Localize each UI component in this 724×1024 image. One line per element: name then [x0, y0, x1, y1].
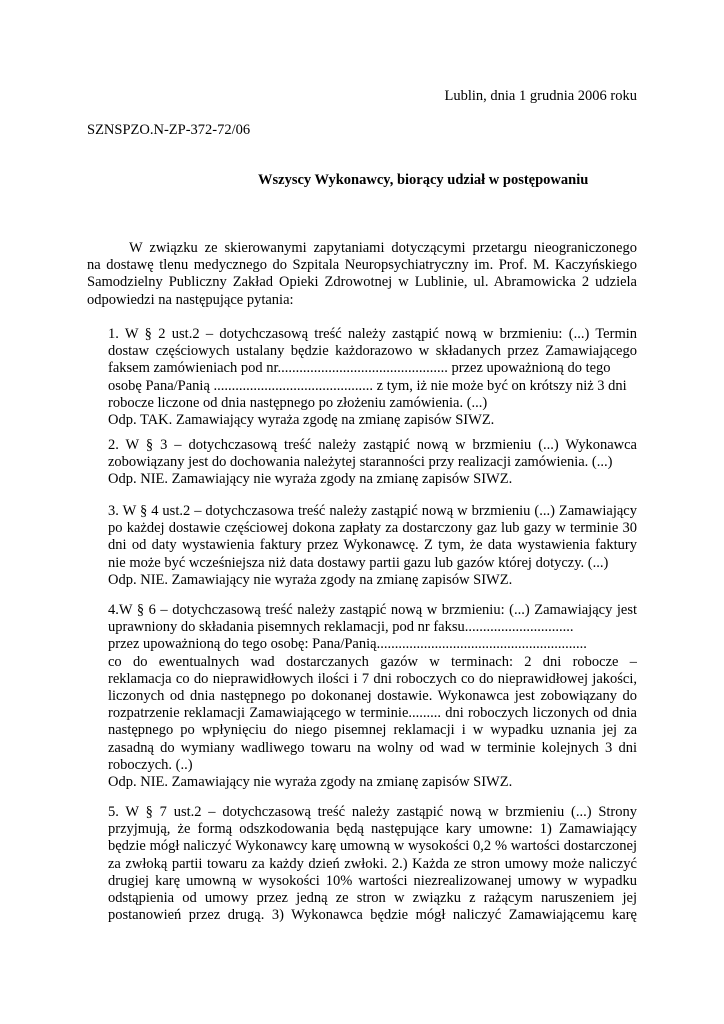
item-line: reklamacja co do nieprawidłowych ilości i 7 dni roboczych co do nieprawidłowej jakości, [108, 670, 637, 687]
item-line: przez upoważnioną do tego osobę: Pana/Panią.......................................................... [108, 636, 587, 653]
addressee-heading: Wszyscy Wykonawcy, biorący udział w postępowaniu [258, 172, 589, 188]
answer-line: Odp. NIE. Zamawiający nie wyraża zgody na zmianę zapisów SIWZ. [108, 571, 513, 588]
intro-line: na dostawę tlenu medycznego do Szpitala Neuropsychiatryczny im. Prof. M. Kaczyńskiego [87, 257, 637, 274]
question-item-3 [108, 503, 637, 589]
intro-line: W związku ze skierowanymi zapytaniami dotyczącymi przetargu nieograniczonego [129, 240, 637, 256]
reference-number: SZNSPZO.N-ZP-372-72/06 [87, 122, 251, 138]
question-item-5 [108, 804, 637, 924]
item-line: co do ewentualnych wad dostarczanych gazów w terminach: 2 dni robocze – [108, 653, 637, 670]
answer-line: Odp. TAK. Zamawiający wyraża zgodę na zmianę zapisów SIWZ. [108, 411, 495, 428]
item-line: dostaw częściowych ustalany będzie każdorazowo w składanych przez Zamawiającego [108, 343, 637, 360]
question-item-1 [108, 326, 637, 429]
item-line: następnego po wpłynięciu do niego pisemnej reklamacji i w wypadku uznania jej za [108, 722, 637, 739]
answer-line: Odp. NIE. Zamawiający nie wyraża zgody na zmianę zapisów SIWZ. [108, 471, 513, 488]
item-line: rozpatrzenie reklamacji Zamawiającego w terminie......... dni roboczych liczonych od dnia [108, 705, 637, 722]
item-line: 1. W § 2 ust.2 – dotychczasową treść należy zastąpić nową w brzmieniu: (...) Termin [108, 326, 637, 342]
item-line: faksem zamówieniach pod nr............................................... przez upoważnioną do tego [108, 360, 611, 377]
item-line: dni od daty wystawienia faktury przez Wykonawcę. Z tym, że data wystawienia faktury [108, 537, 637, 554]
intro-line: odpowiedzi na następujące pytania: [87, 291, 294, 308]
item-line: zasadną do wymiany wadliwego towaru na wolny od wad w terminie kolejnych 3 dni [108, 739, 637, 756]
intro-paragraph [87, 240, 637, 309]
item-line: postanowień przez drugą. 3) Wykonawca będzie mógł naliczyć Zamawiającemu karę [108, 907, 637, 924]
item-line: robocze liczone od dnia następnego po złożeniu zamówienia. (...) [108, 394, 488, 411]
item-line: będzie mógł naliczyć Wykonawcy karę umowną w wysokości 0,2 % wartości dostarczonej [108, 838, 637, 855]
intro-line: Samodzielny Publiczny Zakład Opieki Zdrowotnej w Lublinie, ul. Abramowicka 2 udziela [87, 274, 637, 291]
item-line: przyjmują, że formą odszkodowania będą następujące kary umowne: 1) Zamawiający [108, 821, 637, 838]
item-line: po każdej dostawie częściowej dokona zapłaty za dostarczony gaz lub gazy w terminie 30 [108, 520, 637, 537]
item-line: uprawniony do składania pisemnych reklamacji, pod nr faksu.............................. [108, 619, 574, 636]
question-item-2 [108, 437, 637, 489]
item-line: odstąpienia od umowy przez jedną ze stron w związku z rażącym naruszeniem jej [108, 889, 637, 906]
question-item-4 [108, 602, 637, 791]
item-line: 5. W § 7 ust.2 – dotychczasową treść należy zastąpić nową w brzmieniu (...) Strony [108, 804, 637, 820]
item-line: osobę Pana/Panią ............................................ z tym, iż nie może być on krótszy niż 3 dni [108, 377, 627, 394]
answer-line: Odp. NIE. Zamawiający nie wyraża zgody na zmianę zapisów SIWZ. [108, 773, 513, 790]
item-line: 2. W § 3 – dotychczasową treść należy zastąpić nową w brzmieniu (...) Wykonawca [108, 437, 637, 453]
item-line: 4.W § 6 – dotychczasową treść należy zastąpić nową w brzmieniu: (...) Zamawiający jest [108, 602, 637, 618]
item-line: nie może być wcześniejsza niż data dostawy partii gazu lub gazów której dotyczy. (...) [108, 554, 609, 571]
item-line: 3. W § 4 ust.2 – dotychczasowa treść należy zastąpić nową w brzmieniu (...) Zamawiający [108, 503, 637, 519]
item-line: za zwłoką partii towaru za każdy dzień zwłoki. 2.) Każda ze stron umowy może naliczyć [108, 855, 637, 872]
item-line: drugiej karę umowną w wysokości 10% wartości niezrealizowanej umowy w wypadku [108, 872, 637, 889]
date-line: Lublin, dnia 1 grudnia 2006 roku [444, 88, 637, 104]
item-line: liczonych od dnia następnego po dokonanej dostawie. Wykonawca jest zobowiązany do [108, 687, 637, 704]
item-line: zobowiązany jest do dochowania należytej staranności przy realizacji zamówienia. (...) [108, 454, 613, 471]
item-line: roboczych. (..) [108, 756, 193, 773]
